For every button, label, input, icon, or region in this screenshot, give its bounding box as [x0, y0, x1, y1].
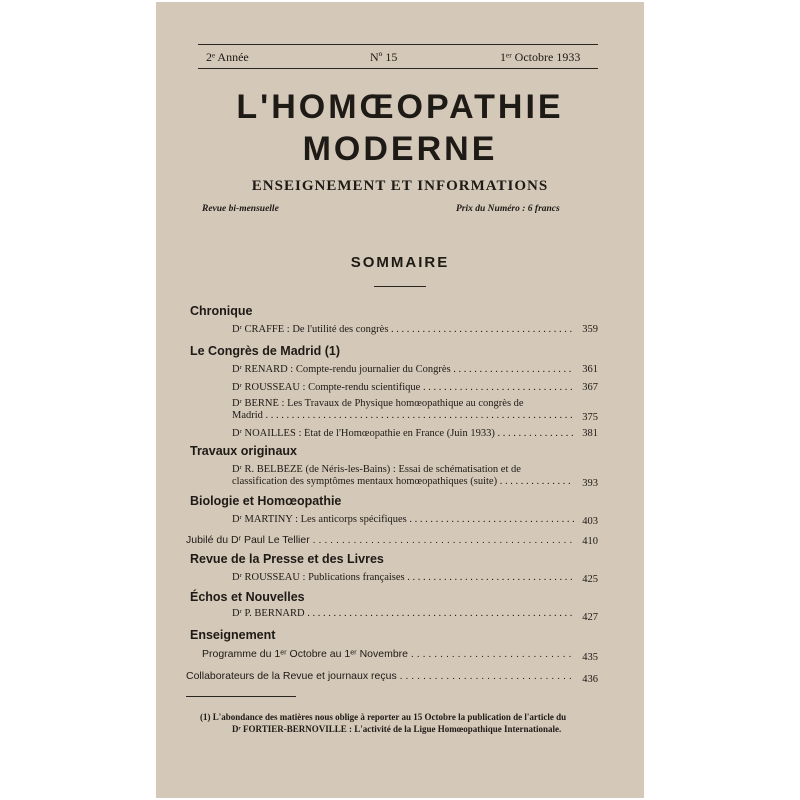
toc-entry: Dʳ P. BERNARD . . . — [232, 608, 574, 620]
page-number: 393 — [582, 478, 598, 489]
footnote-rule — [186, 696, 296, 697]
toc-entry: Dʳ R. BELBÈZE (de Néris-les-Bains) : Essai de schématisation et de — [232, 464, 521, 475]
page-number: 427 — [582, 612, 598, 623]
page-number: 403 — [582, 516, 598, 527]
toc-entry: Dʳ CRAFFE : De l'utilité des congrès . . . — [232, 324, 574, 336]
section-biologie: Biologie et Homœopathie — [190, 494, 342, 508]
toc-entry: Programme du 1ᵉʳ Octobre au 1ᵉʳ Novembre . . . — [202, 648, 574, 660]
year-label: 2ᵉ Année — [206, 50, 249, 64]
toc-entry-cont: classification des symptômes mentaux homœopathiques (suite) . . . — [232, 476, 574, 488]
issue-number: Nº 15 — [370, 50, 398, 64]
sommaire-rule — [374, 286, 426, 287]
top-rule — [198, 44, 598, 45]
toc-entry: Jubilé du Dʳ Paul Le Tellier . . . — [186, 534, 574, 546]
toc-entry: Dʳ NOAILLES : État de l'Homœopathie en France (Juin 1933) . . . — [232, 428, 574, 440]
toc-entry: Dʳ MARTINY : Les anticorps spécifiques . . . — [232, 514, 574, 526]
page-number: 359 — [582, 324, 598, 335]
header-rule — [198, 68, 598, 69]
page-number: 367 — [582, 382, 598, 393]
section-chronique: Chronique — [190, 304, 253, 318]
frequency-label: Revue bi-mensuelle — [202, 204, 279, 214]
section-travaux-originaux: Travaux originaux — [190, 444, 297, 458]
section-echos: Échos et Nouvelles — [190, 590, 305, 604]
toc-entry: Dʳ ROUSSEAU : Compte-rendu scientifique . . . — [232, 382, 574, 394]
footnote-line1: (1) L'abondance des matières nous oblige à reporter au 15 Octobre la publication de l'article du — [200, 712, 567, 722]
toc-entry: Dʳ RENARD : Compte-rendu journalier du Congrès . . . — [232, 364, 574, 376]
page-number: 361 — [582, 364, 598, 375]
page-number: 436 — [582, 674, 598, 685]
page-number: 435 — [582, 652, 598, 663]
footnote-line2: Dʳ FORTIER-BERNOVILLE : L'activité de la Ligue Homœopathique Internationale. — [232, 724, 562, 734]
page-number: 375 — [582, 412, 598, 423]
journal-title-line2: MODERNE — [302, 130, 498, 168]
issue-date: 1ᵉʳ Octobre 1933 — [500, 50, 581, 64]
page-number: 381 — [582, 428, 598, 439]
journal-page — [156, 2, 644, 798]
journal-subtitle: ENSEIGNEMENT ET INFORMATIONS — [251, 178, 549, 194]
page-number: 425 — [582, 574, 598, 585]
toc-entry: Dʳ ROUSSEAU : Publications françaises . . . — [232, 572, 574, 584]
section-revue-presse: Revue de la Presse et des Livres — [190, 552, 384, 566]
journal-title-line1: L'HOMŒOPATHIE — [236, 88, 564, 126]
section-congres-madrid: Le Congrès de Madrid (1) — [190, 344, 341, 358]
toc-entry: Dʳ BERNÉ : Les Travaux de Physique homœopathique au congrès de — [232, 398, 524, 409]
page-number: 410 — [582, 536, 598, 547]
toc-entry: Collaborateurs de la Revue et journaux reçus . . . — [186, 670, 574, 682]
sommaire-heading: SOMMAIRE — [350, 254, 450, 271]
toc-entry-cont: Madrid . . . — [232, 410, 574, 422]
section-enseignement: Enseignement — [190, 628, 276, 642]
price-label: Prix du Numéro : 6 francs — [456, 204, 560, 214]
